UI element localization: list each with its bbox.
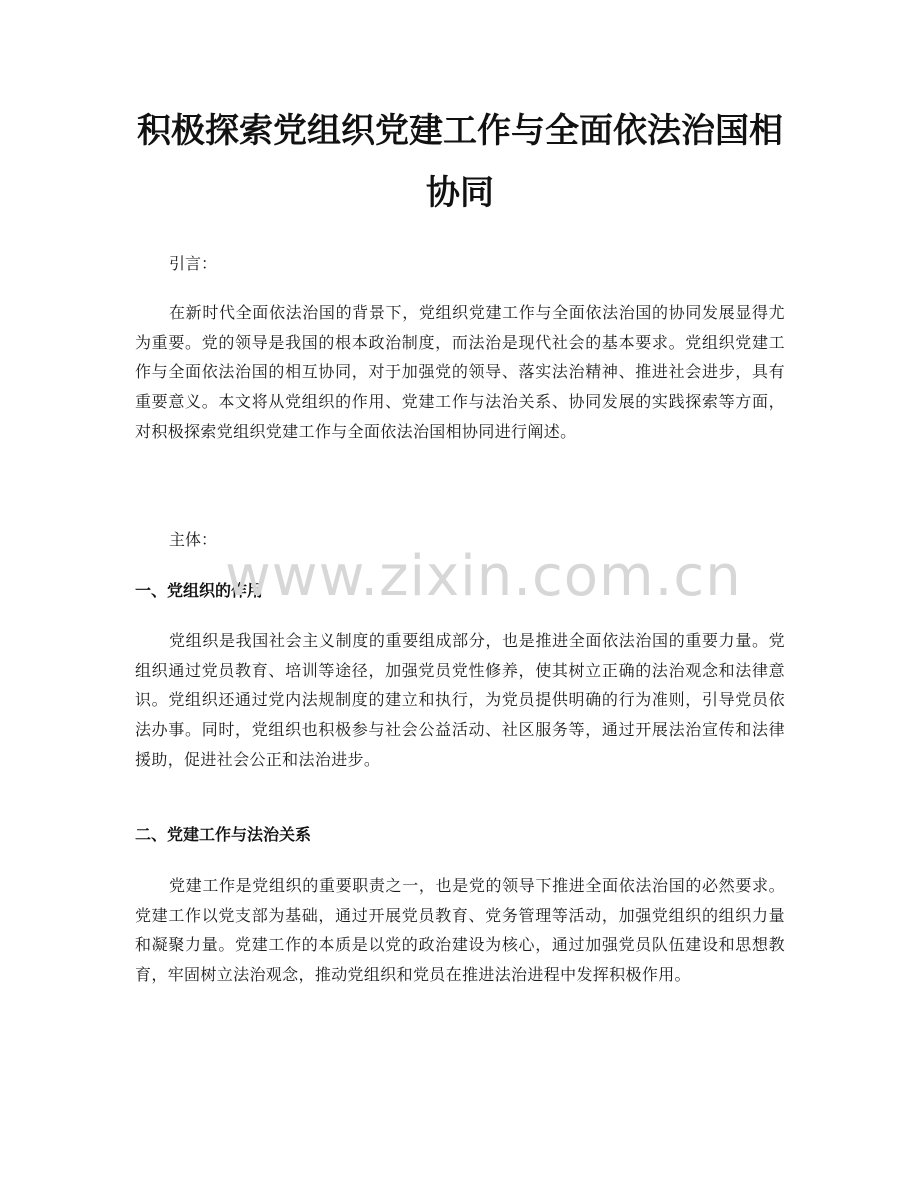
document-title-line2: 协同 <box>426 173 494 213</box>
intro-label: 引言： <box>169 254 218 273</box>
section1-paragraph: 党组织是我国社会主义制度的重要组成部分，也是推进全面依法治国的重要力量。党组织通过党员教育、培训等途径，加强党员党性修养，使其树立正确的法治观念和法律意识。党组织还通过党内法规制度的建立和执行，为党员提供明确的行为准则，引导党员依法办事。同时，党组织也积极参与社会公益活动、社区服务等，通过开展法治宣传和法律援助，促进社会公正和法治进步。 <box>135 631 785 769</box>
body-label: 主体： <box>169 530 218 549</box>
section2-paragraph: 党建工作是党组织的重要职责之一，也是党的领导下推进全面依法治国的必然要求。党建工作以党支部为基础，通过开展党员教育、党务管理等活动，加强党组织的组织力量和凝聚力量。党建工作的本质是以党的政治建设为核心，通过加强党员队伍建设和思想教育，牢固树立法治观念，推动党组织和党员在推进法治进程中发挥积极作用。 <box>135 876 785 985</box>
document-title-line1: 积极探索党组织党建工作与全面依法治国相 <box>137 111 783 151</box>
document-title <box>120 100 800 224</box>
intro-paragraph: 在新时代全面依法治国的背景下，党组织党建工作与全面依法治国的协同发展显得尤为重要。党的领导是我国的根本政治制度，而法治是现代社会的基本要求。党组织党建工作与全面依法治国的相互协同，对于加强党的领导、落实法治精神、推进社会进步，具有重要意义。本文将从党组织的作用、党建工作与法治关系、协同发展的实践探索等方面，对积极探索党组织党建工作与全面依法治国相协同进行阐述。 <box>135 303 785 441</box>
section2-heading: 二、党建工作与法治关系 <box>135 825 312 844</box>
watermark: www.zixin.com.cn <box>225 544 742 609</box>
section1-heading: 一、党组织的作用 <box>135 581 264 600</box>
